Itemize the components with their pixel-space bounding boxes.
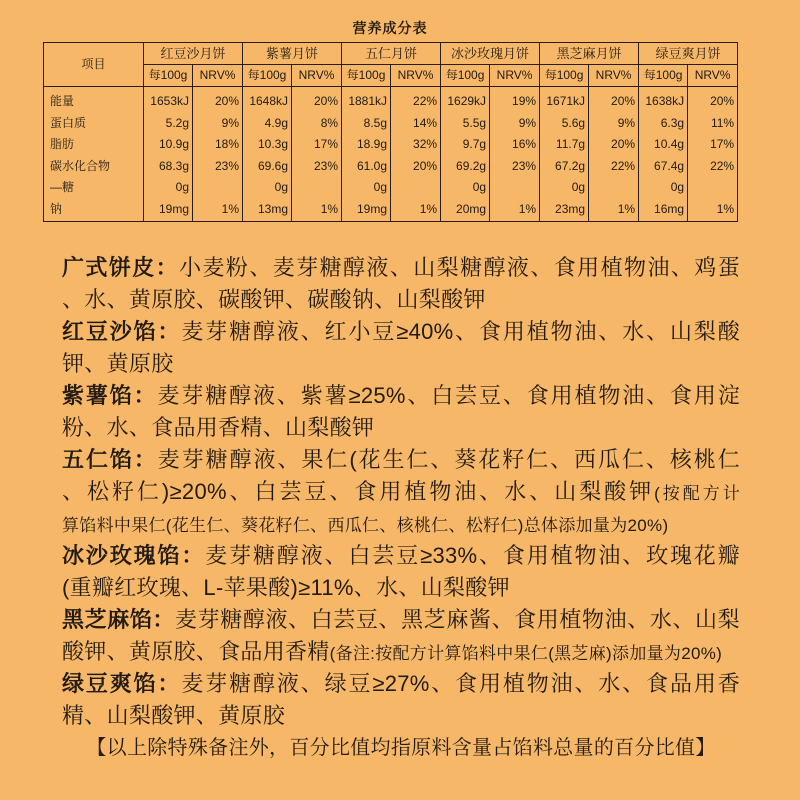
nrv-value: 1%	[391, 199, 441, 222]
per-100g-value: 0g	[144, 177, 193, 199]
table-row	[44, 113, 738, 135]
nutrient-label: 蛋白质	[44, 113, 144, 135]
nrv-value: 8%	[292, 113, 342, 135]
per-100g-value: 67.4g	[639, 156, 688, 178]
table-row	[44, 177, 738, 199]
nrv-header: NRV%	[688, 65, 738, 87]
ingredient-label: 绿豆爽馅：	[62, 671, 182, 696]
nutrient-label: —糖	[44, 177, 144, 199]
ingredient-text: 小麦粉、麦芽糖醇液、山梨糖醇液、食用植物油、鸡蛋	[179, 255, 740, 280]
per-100g-value: 13mg	[243, 199, 292, 222]
per-100g-value: 69.2g	[441, 156, 490, 178]
per-100g-value: 0g	[342, 177, 391, 199]
per-100g-value: 0g	[441, 177, 490, 199]
ingredient-line	[62, 380, 740, 412]
nrv-value: 17%	[688, 134, 738, 156]
per-100g-value: 0g	[243, 177, 292, 199]
nrv-value: 20%	[292, 87, 342, 113]
nrv-value: 9%	[490, 113, 540, 135]
per-100g-value: 16mg	[639, 199, 688, 222]
per-100g-value: 10.3g	[243, 134, 292, 156]
ingredient-text: 、松籽仁)≥20%、白芸豆、食用植物油、水、山梨酸钾	[62, 479, 655, 504]
nrv-header: NRV%	[589, 65, 639, 87]
ingredient-label: 广式饼皮：	[62, 255, 180, 280]
per-100g-value: 20mg	[441, 199, 490, 222]
nrv-value: 1%	[589, 199, 639, 222]
nrv-value: 19%	[490, 87, 540, 113]
product-header: 红豆沙月饼	[144, 43, 243, 65]
per-100g-value: 18.9g	[342, 134, 391, 156]
nrv-header: NRV%	[391, 65, 441, 87]
nrv-value: 22%	[589, 156, 639, 178]
ingredient-text: 麦芽糖醇液、白芸豆、黑芝麻酱、食用植物油、水、山梨	[175, 607, 740, 632]
nutrient-label: 碳水化合物	[44, 156, 144, 178]
footer-note: 【以上除特殊备注外，百分比值均指原料含量占馅料总量的百分比值】	[86, 737, 716, 759]
per-100g-value: 1653kJ	[144, 87, 193, 113]
ingredient-text: 麦芽糖醇液、绿豆≥27%、食用植物油、水、食品用香	[181, 671, 740, 696]
ingredient-text: 麦芽糖醇液、紫薯≥25%、白芸豆、食用植物油、食用淀	[157, 383, 740, 408]
ingredient-line	[62, 636, 740, 668]
sub-header-row	[44, 65, 738, 87]
ingredient-line	[62, 412, 740, 444]
nrv-value: 14%	[391, 113, 441, 135]
nrv-value: 22%	[688, 156, 738, 178]
nrv-value: 9%	[193, 113, 243, 135]
ingredient-line	[62, 540, 740, 572]
per-100g-value: 1648kJ	[243, 87, 292, 113]
nrv-value	[589, 177, 639, 199]
per-100g-value: 4.9g	[243, 113, 292, 135]
nrv-value: 1%	[688, 199, 738, 222]
nrv-value	[688, 177, 738, 199]
product-header: 紫薯月饼	[243, 43, 342, 65]
item-header: 项目	[44, 43, 144, 87]
per-100g-value: 19mg	[342, 199, 391, 222]
ingredient-text: 麦芽糖醇液、白芸豆≥33%、食用植物油、玫瑰花瓣	[205, 543, 740, 568]
per-100g-header: 每100g	[540, 65, 589, 87]
table-row	[44, 156, 738, 178]
nrv-value: 18%	[193, 134, 243, 156]
ingredient-note: (备注:按配方计算馅料中果仁(黑芝麻)添加量为20%)	[329, 644, 723, 663]
per-100g-value: 23mg	[540, 199, 589, 222]
per-100g-value: 0g	[639, 177, 688, 199]
ingredient-line	[62, 316, 740, 348]
ingredient-label: 黑芝麻馅：	[62, 607, 176, 632]
ingredient-note: 算馅料中果仁(花生仁、葵花籽仁、西瓜仁、核桃仁、松籽仁)总体添加量为20%)	[62, 516, 669, 535]
per-100g-value: 61.0g	[342, 156, 391, 178]
per-100g-value: 1671kJ	[540, 87, 589, 113]
ingredients-section	[62, 252, 740, 764]
nrv-header: NRV%	[193, 65, 243, 87]
ingredient-label: 紫薯馅：	[62, 383, 158, 408]
per-100g-header: 每100g	[342, 65, 391, 87]
nrv-value: 23%	[292, 156, 342, 178]
ingredient-text: 精、山梨酸钾、黄原胶	[62, 703, 286, 728]
per-100g-value: 69.6g	[243, 156, 292, 178]
per-100g-value: 9.7g	[441, 134, 490, 156]
ingredient-text: 酸钾、黄原胶、食品用香精	[62, 639, 330, 664]
nutrition-table	[43, 42, 738, 222]
product-header: 冰沙玫瑰月饼	[441, 43, 540, 65]
nutrient-label: 能量	[44, 87, 144, 113]
nrv-value: 9%	[589, 113, 639, 135]
per-100g-value: 5.2g	[144, 113, 193, 135]
nrv-value: 20%	[193, 87, 243, 113]
per-100g-value: 8.5g	[342, 113, 391, 135]
table-row	[44, 87, 738, 113]
product-header: 五仁月饼	[342, 43, 441, 65]
table-title: 营养成分表	[352, 20, 428, 36]
per-100g-value: 10.9g	[144, 134, 193, 156]
product-header: 黑芝麻月饼	[540, 43, 639, 65]
nutrient-label: 脂肪	[44, 134, 144, 156]
ingredient-line	[62, 252, 740, 284]
nrv-value: 11%	[688, 113, 738, 135]
ingredient-line	[62, 348, 740, 380]
ingredient-line	[62, 604, 740, 636]
nrv-value: 20%	[391, 156, 441, 178]
nrv-value: 16%	[490, 134, 540, 156]
table-row	[44, 134, 738, 156]
ingredient-label: 冰沙玫瑰馅：	[62, 543, 206, 568]
ingredient-note: (按配方计	[654, 484, 740, 503]
ingredient-text: 钾、黄原胶	[62, 351, 174, 376]
per-100g-header: 每100g	[639, 65, 688, 87]
per-100g-value: 0g	[540, 177, 589, 199]
per-100g-value: 1881kJ	[342, 87, 391, 113]
nrv-value	[490, 177, 540, 199]
ingredient-line	[62, 700, 740, 732]
ingredient-line	[62, 444, 740, 476]
product-header: 绿豆爽月饼	[639, 43, 738, 65]
ingredient-text: 麦芽糖醇液、红小豆≥40%、食用植物油、水、山梨酸	[181, 319, 740, 344]
nrv-value: 23%	[490, 156, 540, 178]
nrv-value	[391, 177, 441, 199]
nrv-value: 20%	[589, 134, 639, 156]
table-row	[44, 199, 738, 222]
per-100g-value: 68.3g	[144, 156, 193, 178]
nrv-value: 20%	[589, 87, 639, 113]
nrv-value: 1%	[490, 199, 540, 222]
per-100g-value: 1638kJ	[639, 87, 688, 113]
ingredient-line	[62, 572, 740, 604]
per-100g-value: 6.3g	[639, 113, 688, 135]
per-100g-header: 每100g	[441, 65, 490, 87]
nutrient-label: 钠	[44, 199, 144, 222]
per-100g-value: 1629kJ	[441, 87, 490, 113]
per-100g-value: 67.2g	[540, 156, 589, 178]
nrv-value: 17%	[292, 134, 342, 156]
per-100g-value: 5.6g	[540, 113, 589, 135]
nrv-value: 1%	[193, 199, 243, 222]
ingredient-text: 粉、水、食品用香精、山梨酸钾	[62, 415, 375, 440]
ingredient-text: 、水、黄原胶、碳酸钾、碳酸钠、山梨酸钾	[62, 287, 486, 312]
ingredient-line	[62, 476, 740, 508]
nrv-value: 32%	[391, 134, 441, 156]
ingredient-text: (重瓣红玫瑰、L-苹果酸)≥11%、水、山梨酸钾	[62, 575, 510, 600]
nrv-value	[193, 177, 243, 199]
nrv-value: 23%	[193, 156, 243, 178]
per-100g-value: 11.7g	[540, 134, 589, 156]
ingredient-label: 红豆沙馅：	[62, 319, 182, 344]
per-100g-header: 每100g	[144, 65, 193, 87]
nrv-value: 22%	[391, 87, 441, 113]
nrv-header: NRV%	[292, 65, 342, 87]
ingredient-label: 五仁馅：	[62, 447, 158, 472]
ingredient-line	[62, 284, 740, 316]
per-100g-header: 每100g	[243, 65, 292, 87]
nrv-value	[292, 177, 342, 199]
nrv-value: 20%	[688, 87, 738, 113]
per-100g-value: 10.4g	[639, 134, 688, 156]
product-header-row	[44, 43, 738, 65]
nrv-value: 1%	[292, 199, 342, 222]
ingredient-line	[62, 508, 740, 540]
ingredient-line	[62, 668, 740, 700]
per-100g-value: 5.5g	[441, 113, 490, 135]
per-100g-value: 19mg	[144, 199, 193, 222]
nrv-header: NRV%	[490, 65, 540, 87]
ingredient-text: 麦芽糖醇液、果仁(花生仁、葵花籽仁、西瓜仁、核桃仁	[157, 447, 741, 472]
